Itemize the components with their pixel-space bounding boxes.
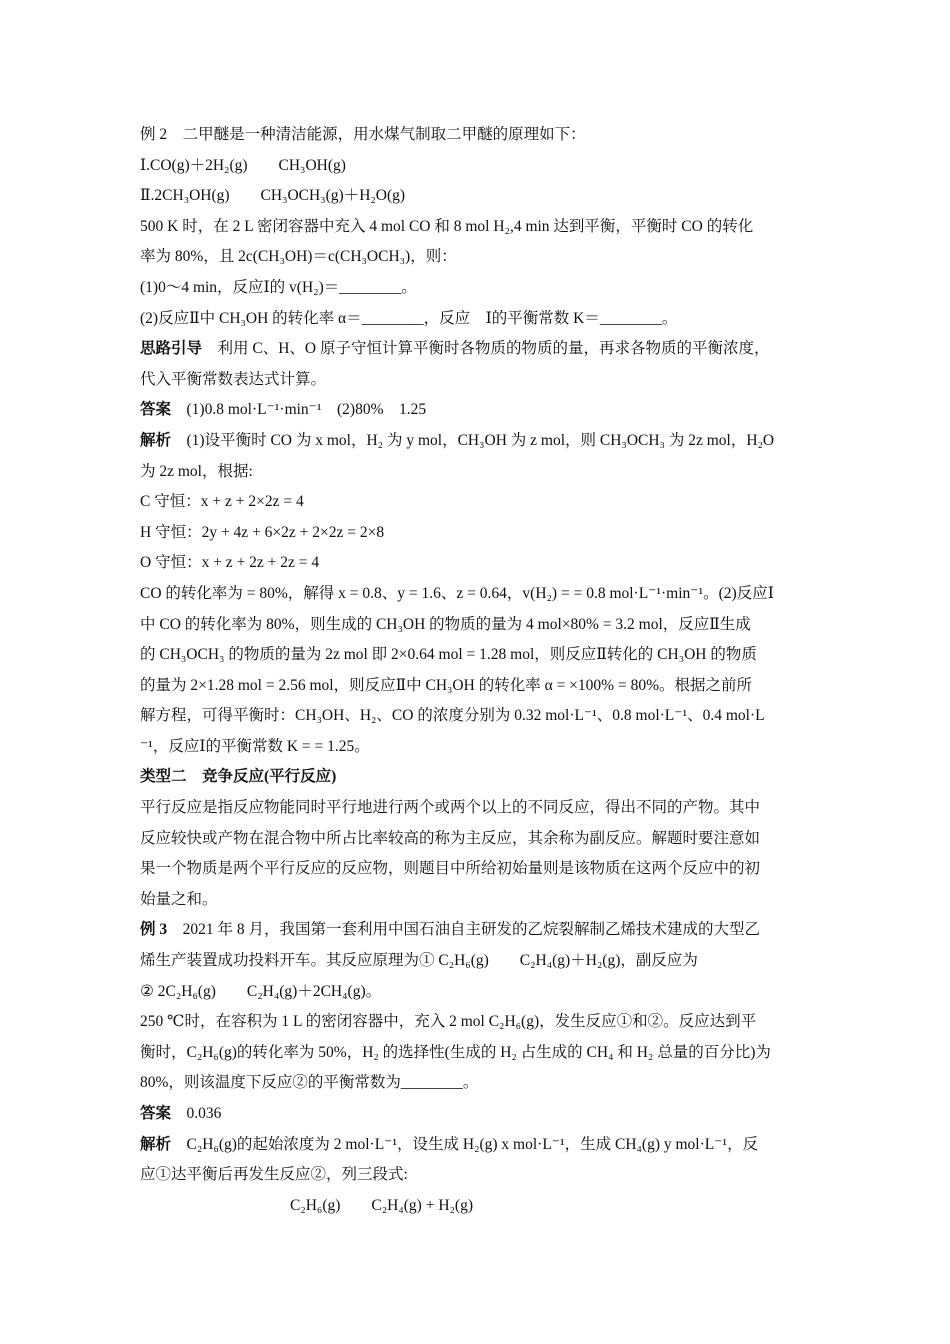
text-line: 代入平衡常数表达式计算。 xyxy=(140,370,327,388)
section-label: 答案 xyxy=(140,1105,172,1122)
section-text: (1)0.8 mol·L⁻¹·min⁻¹ (2)80% 1.25 xyxy=(171,401,427,419)
text-line: 应①达平衡后再发生反应②，列三段式: xyxy=(140,1166,408,1184)
text-line: (1)0～4 min，反应Ⅰ的 v(H₂)＝________。 xyxy=(140,278,417,296)
text-line: 平行反应是指反应物能同时平行地进行两个或两个以上的不同反应，得出不同的产物。其中 xyxy=(140,799,761,817)
text-line: Ⅰ.CO(g)＋2H₂(g) CH₃OH(g) xyxy=(140,156,346,174)
text-line: H 守恒：2y + 4z + 6×2z + 2×2z = 2×8 xyxy=(140,523,385,541)
section-text: 2021 年 8 月，我国第一套利用中国石油自主研发的乙烷裂解制乙烯技术建成的大型乙 xyxy=(167,921,761,939)
section-line xyxy=(140,426,816,457)
section-label: 解析 xyxy=(140,431,172,449)
section-label: 例 3 xyxy=(140,921,168,939)
text-line: ② 2C₂H₆(g) C₂H₄(g)＋2CH₄(g)。 xyxy=(140,982,382,1000)
section-line xyxy=(140,334,816,365)
text-line: 始量之和。 xyxy=(140,890,218,908)
text-line: 为 2z mol，根据: xyxy=(140,462,253,480)
section-label: 解析 xyxy=(140,1135,172,1153)
section-label: 答案 xyxy=(140,401,172,419)
text-line: C 守恒：x + z + 2×2z = 4 xyxy=(140,493,304,511)
text-line: 反应较快或产物在混合物中所占比率较高的称为主反应，其余称为副反应。解题时要注意如 xyxy=(140,829,761,847)
text-line: Ⅱ.2CH₃OH(g) CH₃OCH₃(g)＋H₂O(g) xyxy=(140,187,406,205)
text-line: 率为 80%，且 2c(CH₃OH)＝c(CH₃OCH₃)，则： xyxy=(140,248,457,266)
text-line: 例 2 二甲醚是一种清洁能源，用水煤气制取二甲醚的原理如下： xyxy=(140,126,586,143)
text-line: C₂H₆(g) C₂H₄(g) + H₂(g) xyxy=(290,1196,473,1214)
text-line: 衡时，C₂H₆(g)的转化率为 50%，H₂ 的选择性(生成的 H₂ 占生成的 CH₄ 和 H₂ 总量的百分比)为 xyxy=(140,1043,771,1061)
section-label: 思路引导 xyxy=(140,340,203,358)
text-line: 果一个物质是两个平行反应的反应物，则题目中所给初始量则是该物质在这两个反应中的初 xyxy=(140,860,761,878)
section-heading: 类型二 竞争反应(平行反应) xyxy=(140,768,337,786)
section-text: 0.036 xyxy=(171,1105,222,1122)
text-line: 的量为 2×1.28 mol = 2.56 mol，则反应Ⅱ中 CH₃OH 的转化率 α = ×100% = 80%。根据之前所 xyxy=(140,676,752,694)
document-page xyxy=(140,120,816,1221)
text-line: O 守恒：x + z + 2z + 2z = 4 xyxy=(140,554,320,572)
text-line: 250 ℃时，在容积为 1 L 的密闭容器中，充入 2 mol C₂H₆(g)，发生反应①和②。反应达到平 xyxy=(140,1013,757,1031)
section-line xyxy=(140,915,816,946)
section-line xyxy=(140,395,816,426)
section-line xyxy=(140,1130,816,1161)
text-line: (2)反应Ⅱ中 CH₃OH 的转化率 α＝________，反应 Ⅰ的平衡常数 K＝________。 xyxy=(140,309,678,327)
text-line: 的 CH₃OCH₃ 的物质的量为 2z mol 即 2×0.64 mol = 1.28 mol，则反应Ⅱ转化的 CH₃OH 的物质 xyxy=(140,646,757,664)
section-line xyxy=(140,1099,816,1130)
text-line: 500 K 时，在 2 L 密闭容器中充入 4 mol CO 和 8 mol H₂,4 min 达到平衡，平衡时 CO 的转化 xyxy=(140,217,754,235)
section-text: 利用 C、H、O 原子守恒计算平衡时各物质的物质的量，再求各物质的平衡浓度， xyxy=(202,340,770,358)
section-text: (1)设平衡时 CO 为 x mol，H₂ 为 y mol，CH₃OH 为 z mol，则 CH₃OCH₃ 为 2z mol，H₂O xyxy=(171,431,775,449)
text-line: 中 CO 的转化率为 80%，则生成的 CH₃OH 的物质的量为 4 mol×80% = 3.2 mol，反应Ⅱ生成 xyxy=(140,615,751,633)
section-text: C₂H₆(g)的起始浓度为 2 mol·L⁻¹，设生成 H₂(g) x mol·L⁻¹，生成 CH₄(g) y mol·L⁻¹，反 xyxy=(171,1135,759,1153)
text-line: 80%，则该温度下反应②的平衡常数为________。 xyxy=(140,1074,479,1092)
text-line: ⁻¹，反应Ⅰ的平衡常数 K = = 1.25。 xyxy=(140,737,370,755)
text-line: 解方程，可得平衡时：CH₃OH、H₂、CO 的浓度分别为 0.32 mol·L⁻¹、0.8 mol·L⁻¹、0.4 mol·L xyxy=(140,707,765,725)
text-line: CO 的转化率为 = 80%，解得 x = 0.8、y = 1.6、z = 0.64，v(H₂) = = 0.8 mol·L⁻¹·min⁻¹。(2)反应Ⅰ xyxy=(140,584,774,602)
text-line: 烯生产装置成功投料开车。其反应原理为① C₂H₆(g) C₂H₄(g)＋H₂(g)，副反应为 xyxy=(140,952,698,970)
